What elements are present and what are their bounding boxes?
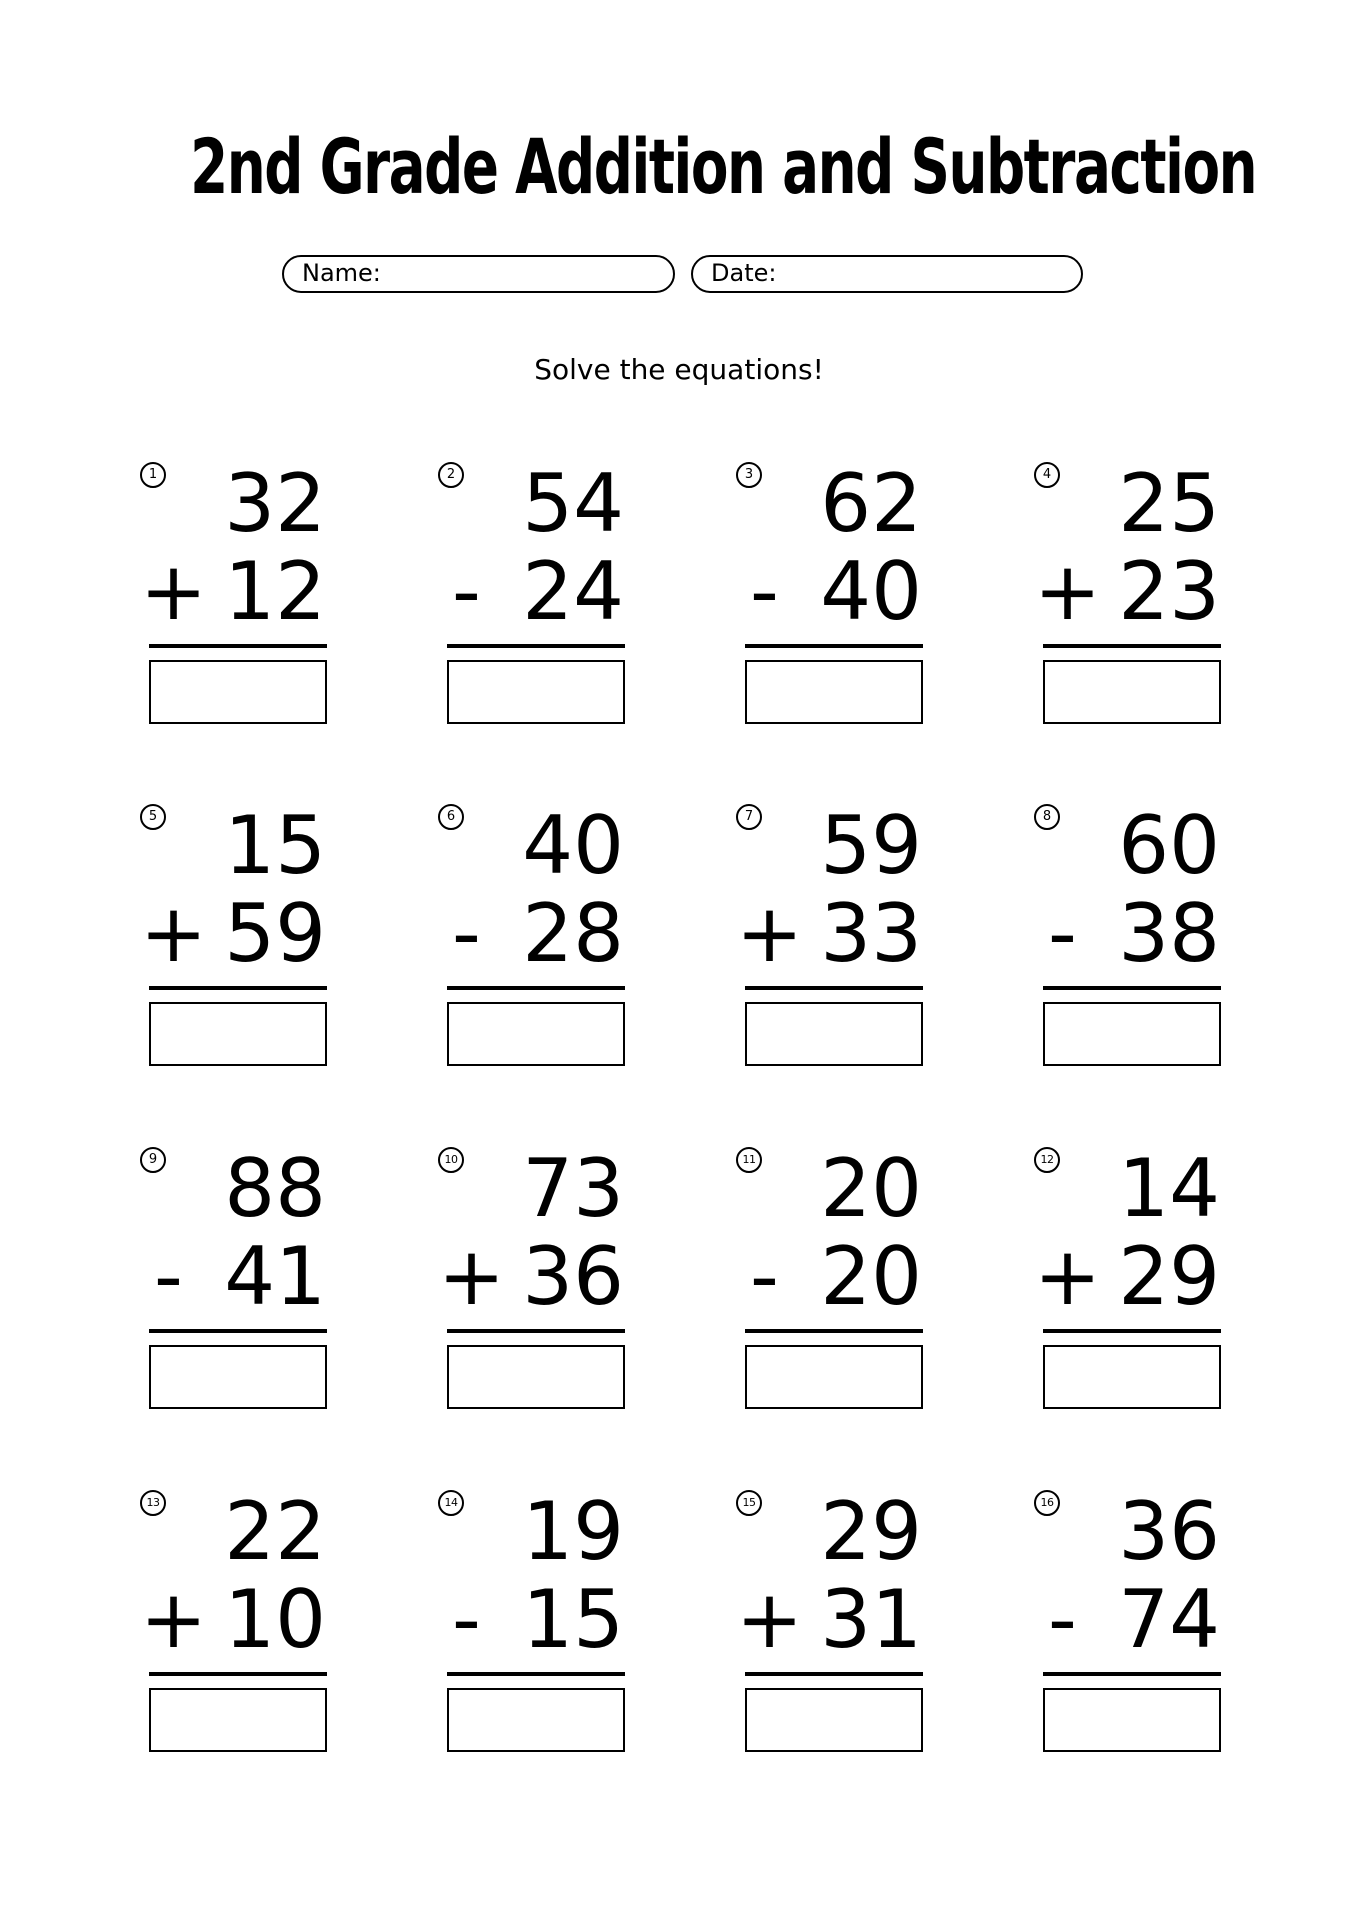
bottom-operand: 31 bbox=[820, 1573, 922, 1666]
sum-line bbox=[447, 1672, 625, 1676]
plus-sign: + bbox=[736, 887, 804, 980]
minus-sign: - bbox=[452, 887, 481, 980]
minus-sign: - bbox=[1048, 887, 1077, 980]
plus-sign: + bbox=[140, 1573, 208, 1666]
top-operand: 25 bbox=[1118, 457, 1220, 550]
bottom-operand: 29 bbox=[1118, 1230, 1220, 1323]
top-operand: 59 bbox=[820, 799, 922, 892]
problem bbox=[438, 457, 638, 742]
problem bbox=[1034, 457, 1234, 742]
problem-number: 7 bbox=[736, 804, 762, 830]
answer-box[interactable] bbox=[745, 1345, 923, 1409]
problem-number: 14 bbox=[438, 1490, 464, 1516]
problem bbox=[438, 799, 638, 1084]
top-operand: 32 bbox=[224, 457, 326, 550]
top-operand: 19 bbox=[522, 1485, 624, 1578]
sum-line bbox=[745, 986, 923, 990]
bottom-operand: 40 bbox=[820, 545, 922, 638]
plus-sign: + bbox=[1034, 545, 1102, 638]
sum-line bbox=[1043, 1672, 1221, 1676]
sum-line bbox=[149, 644, 327, 648]
problem-number: 2 bbox=[438, 462, 464, 488]
answer-box[interactable] bbox=[745, 660, 923, 724]
answer-box[interactable] bbox=[149, 660, 327, 724]
top-operand: 29 bbox=[820, 1485, 922, 1578]
problem-number: 9 bbox=[140, 1147, 166, 1173]
answer-box[interactable] bbox=[1043, 1345, 1221, 1409]
plus-sign: + bbox=[438, 1230, 506, 1323]
worksheet-title: 2nd Grade Addition and Subtraction bbox=[190, 122, 1257, 211]
date-field[interactable] bbox=[691, 255, 1083, 293]
minus-sign: - bbox=[750, 545, 779, 638]
problem-number: 10 bbox=[438, 1147, 464, 1173]
problem-number: 6 bbox=[438, 804, 464, 830]
sum-line bbox=[447, 1329, 625, 1333]
answer-box[interactable] bbox=[447, 1345, 625, 1409]
bottom-operand: 28 bbox=[522, 887, 624, 980]
problem bbox=[140, 1485, 340, 1770]
problem-number: 15 bbox=[736, 1490, 762, 1516]
problem bbox=[140, 457, 340, 742]
plus-sign: + bbox=[736, 1573, 804, 1666]
plus-sign: + bbox=[140, 545, 208, 638]
problem-number: 11 bbox=[736, 1147, 762, 1173]
answer-box[interactable] bbox=[1043, 660, 1221, 724]
problem bbox=[140, 1142, 340, 1427]
bottom-operand: 74 bbox=[1118, 1573, 1220, 1666]
top-operand: 54 bbox=[522, 457, 624, 550]
name-label: Name: bbox=[302, 259, 381, 287]
answer-box[interactable] bbox=[149, 1688, 327, 1752]
top-operand: 15 bbox=[224, 799, 326, 892]
answer-box[interactable] bbox=[447, 1688, 625, 1752]
top-operand: 73 bbox=[522, 1142, 624, 1235]
problem-number: 1 bbox=[140, 462, 166, 488]
minus-sign: - bbox=[452, 545, 481, 638]
bottom-operand: 24 bbox=[522, 545, 624, 638]
sum-line bbox=[745, 1329, 923, 1333]
bottom-operand: 59 bbox=[224, 887, 326, 980]
top-operand: 22 bbox=[224, 1485, 326, 1578]
sum-line bbox=[149, 1672, 327, 1676]
sum-line bbox=[447, 644, 625, 648]
bottom-operand: 41 bbox=[224, 1230, 326, 1323]
minus-sign: - bbox=[154, 1230, 183, 1323]
answer-box[interactable] bbox=[447, 660, 625, 724]
minus-sign: - bbox=[452, 1573, 481, 1666]
answer-box[interactable] bbox=[1043, 1688, 1221, 1752]
top-operand: 20 bbox=[820, 1142, 922, 1235]
problem-number: 8 bbox=[1034, 804, 1060, 830]
problem bbox=[438, 1485, 638, 1770]
sum-line bbox=[149, 986, 327, 990]
top-operand: 40 bbox=[522, 799, 624, 892]
problem bbox=[140, 799, 340, 1084]
problem bbox=[438, 1142, 638, 1427]
bottom-operand: 12 bbox=[224, 545, 326, 638]
plus-sign: + bbox=[1034, 1230, 1102, 1323]
answer-box[interactable] bbox=[447, 1002, 625, 1066]
top-operand: 60 bbox=[1118, 799, 1220, 892]
sum-line bbox=[149, 1329, 327, 1333]
sum-line bbox=[745, 1672, 923, 1676]
problem-number: 12 bbox=[1034, 1147, 1060, 1173]
sum-line bbox=[745, 644, 923, 648]
problem bbox=[736, 1485, 936, 1770]
answer-box[interactable] bbox=[745, 1688, 923, 1752]
bottom-operand: 33 bbox=[820, 887, 922, 980]
problem bbox=[1034, 1485, 1234, 1770]
sum-line bbox=[1043, 1329, 1221, 1333]
instructions: Solve the equations! bbox=[534, 353, 824, 386]
sum-line bbox=[1043, 986, 1221, 990]
sum-line bbox=[1043, 644, 1221, 648]
bottom-operand: 36 bbox=[522, 1230, 624, 1323]
problem-number: 16 bbox=[1034, 1490, 1060, 1516]
minus-sign: - bbox=[1048, 1573, 1077, 1666]
problem bbox=[1034, 1142, 1234, 1427]
answer-box[interactable] bbox=[149, 1345, 327, 1409]
answer-box[interactable] bbox=[745, 1002, 923, 1066]
problem-number: 3 bbox=[736, 462, 762, 488]
bottom-operand: 20 bbox=[820, 1230, 922, 1323]
problem-number: 13 bbox=[140, 1490, 166, 1516]
top-operand: 14 bbox=[1118, 1142, 1220, 1235]
plus-sign: + bbox=[140, 887, 208, 980]
minus-sign: - bbox=[750, 1230, 779, 1323]
answer-box[interactable] bbox=[149, 1002, 327, 1066]
problem bbox=[736, 1142, 936, 1427]
problem-number: 5 bbox=[140, 804, 166, 830]
name-field[interactable] bbox=[282, 255, 675, 293]
answer-box[interactable] bbox=[1043, 1002, 1221, 1066]
problem bbox=[1034, 799, 1234, 1084]
top-operand: 88 bbox=[224, 1142, 326, 1235]
problem bbox=[736, 799, 936, 1084]
bottom-operand: 38 bbox=[1118, 887, 1220, 980]
sum-line bbox=[447, 986, 625, 990]
date-label: Date: bbox=[711, 259, 777, 287]
problem bbox=[736, 457, 936, 742]
problem-number: 4 bbox=[1034, 462, 1060, 488]
bottom-operand: 10 bbox=[224, 1573, 326, 1666]
bottom-operand: 23 bbox=[1118, 545, 1220, 638]
top-operand: 62 bbox=[820, 457, 922, 550]
top-operand: 36 bbox=[1118, 1485, 1220, 1578]
bottom-operand: 15 bbox=[522, 1573, 624, 1666]
